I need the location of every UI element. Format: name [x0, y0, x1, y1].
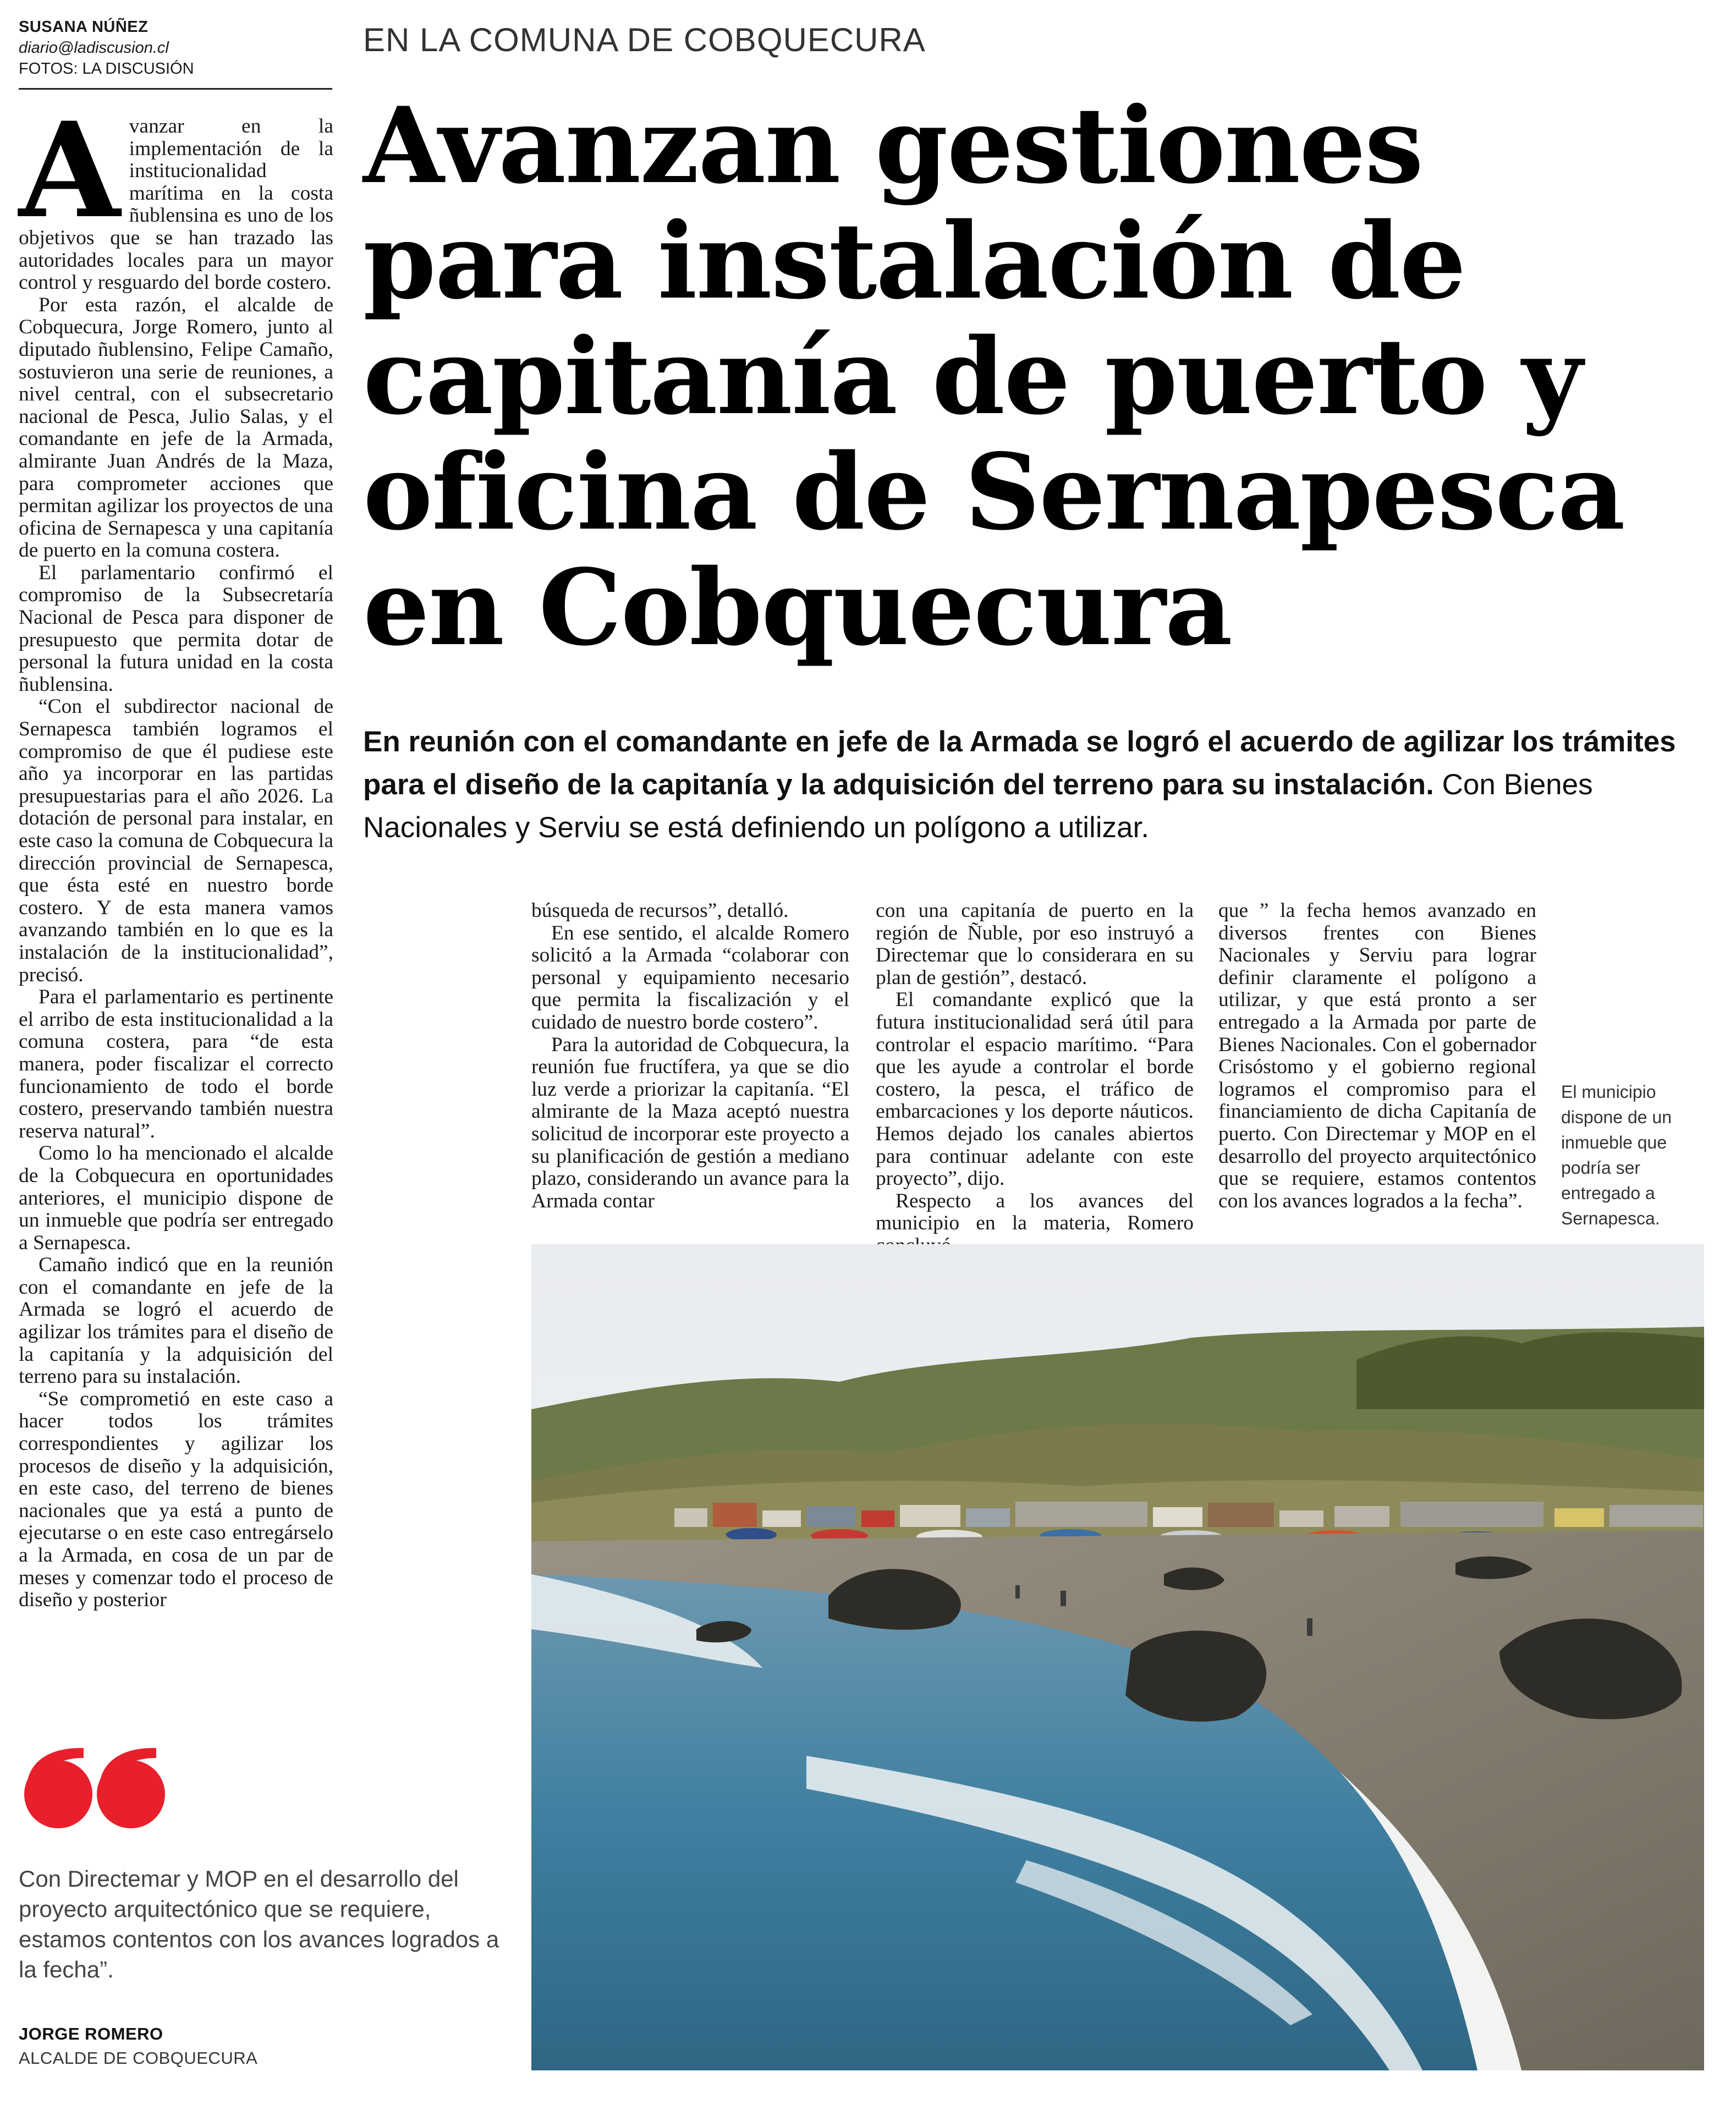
body-paragraph: “Se comprometió en este caso a hacer todos los trámites correspondientes y agilizar los procesos de diseño y la adquisición, en este caso, del terreno de bienes nacionales que ya está a punto de ejecutarse o en este caso entregárselo a la Armada, en cosa de un par de meses y comenzar todo el proceso de diseño y posterior	[19, 1387, 333, 1612]
body-paragraph: con una capitanía de puerto en la región de Ñuble, por eso instruyó a Directemar que lo considerara en su plan de gestión”, destacó.	[876, 899, 1194, 989]
body-column-1	[19, 94, 333, 1612]
body-paragraph: Como lo ha mencionado el alcalde de la Cobquecura en oportunidades anteriores, el municipio dispone de un inmueble que podría ser entregado a Sernapesca.	[19, 1142, 333, 1254]
body-paragraph: Para la autoridad de Cobquecura, la reunión fue fructífera, ya que se dio luz verde a priorizar la capitanía. “El almirante de la Maza aceptó nuestra solicitud de incorporar este proyecto a su planificación de gestión a mediano plazo, considerando un avance para la Armada contar	[531, 1033, 849, 1212]
body-paragraph: que ” la fecha hemos avanzado en diversos frentes con Bienes Nacionales y Serviu para lograr definir claramente el polígono a utilizar, y que está pronto a ser entregado a la Armada por parte de Bienes Nacionales. Con el gobernador Crisóstomo y el gobierno regional logramos el compromiso para el financiamiento de dicha Capitanía de puerto. Con Directemar y MOP en el desarrollo del proyecto arquitectónico que se requiere, estamos contentos con los avances logrados a la fecha”.	[1218, 899, 1536, 1212]
byline-author: SUSANA NÚÑEZ	[19, 18, 149, 36]
pull-quote-text: Con Directemar y MOP en el desarrollo del proyecto arquitectónico que se requiere, estamos contentos con los avances logrados a la fecha”.	[19, 1866, 499, 1982]
byline-email[interactable]: diario@ladiscusion.cl	[19, 39, 169, 57]
body-column-2	[531, 900, 849, 1212]
headline	[363, 84, 1705, 669]
deck-regular: Con Bienes Nacionales y Serviu se está definiendo un polígono a utilizar.	[363, 768, 1593, 844]
section-kicker: EN LA COMUNA DE COBQUECURA	[363, 21, 926, 58]
headline-line: capitanía de puerto y	[363, 315, 1582, 438]
body-column-4	[1218, 900, 1536, 1212]
deck-bold: En reunión con el comandante en jefe de la Armada se logró el acuerdo de agilizar los trámites para el diseño de la capitanía y la adquisición del terreno para su instalación.	[363, 726, 1676, 801]
headline-line: oficina de Sernapesca	[363, 431, 1624, 553]
headline-line: en Cobquecura	[363, 546, 1232, 669]
body-paragraph: El parlamentario confirmó el compromiso de la Subsecretaría Nacional de Pesca para disponer de presupuesto que permita dotar de personal la futura unidad en la costa ñublensina.	[19, 561, 333, 696]
headline-line: para instalación de	[363, 200, 1465, 322]
body-paragraph: búsqueda de recursos”, detalló.	[531, 899, 789, 922]
drop-cap: A	[19, 94, 120, 248]
quote-mark-icon	[19, 1744, 173, 1832]
byline-divider	[19, 88, 332, 90]
beach-photo-illustration	[531, 1244, 1704, 2070]
photo-caption: El municipio dispone de un inmueble que podría ser entregado a Sernapesca.	[1561, 1082, 1672, 1228]
body-paragraph: En ese sentido, el alcalde Romero solicitó a la Armada “colaborar con personal y equipamiento necesario que permita la fiscalización y el cuidado de nuestro borde costero”.	[531, 921, 849, 1034]
byline	[19, 17, 332, 79]
body-paragraph: El comandante explicó que la futura institucionalidad será útil para controlar el espacio marítimo. “Para que les ayude a controlar el borde costero, la pesca, el tráfico de embarcaciones y los deporte náuticos. Hemos dejado los canales abiertos para continuar adelante con este proyecto”, dijo.	[876, 988, 1194, 1190]
headline-line: Avanzan gestiones	[363, 84, 1423, 207]
body-paragraph: Respecto a los avances del municipio en la materia, Romero	[876, 1189, 1194, 1235]
beach-photo	[531, 1244, 1704, 2070]
body-paragraph: Por esta razón, el alcalde de Cobquecura, Jorge Romero, junto al diputado ñublensino, Felipe Camaño, sostuvieron una serie de reuniones, a nivel central, con el subsecretario nacional de Pesca, Julio Salas, y el comandante en jefe de la Armada, almirante Juan Andrés de la Maza, para comprometer acciones que permitan agilizar los proyectos de una oficina de Sernapesca y una capitanía de puerto en la comuna costera.	[19, 293, 333, 562]
body-column-3	[876, 900, 1194, 1257]
body-paragraph: “Con el subdirector nacional de Sernapesca también logramos el compromiso de que él pudiese este año ya incorporar en las partidas presupuestarias para el año 2026. La dotación de personal para instalar, en este caso la comuna de Cobquecura la dirección provincial de Sernapesca, que ésta esté en nuestro borde costero. Y de esta manera vamos avanzando también en lo que es la instalación de la institucionalidad”, precisó.	[19, 695, 333, 986]
body-paragraph: Para el parlamentario es pertinente el arribo de esta institucionalidad a la comuna costera, para “de esta manera, poder fiscalizar el correcto funcionamiento de todo el borde costero, preservando también nuestra reserva natural”.	[19, 986, 333, 1142]
deck	[363, 721, 1700, 849]
photo-credit: FOTOS: LA DISCUSIÓN	[19, 60, 194, 78]
pull-quote-role: ALCALDE DE COBQUECURA	[19, 2048, 258, 2068]
body-paragraph: Avanzar en la implementación de la institucionalidad marítima en la costa ñublensina es uno de los objetivos que se han trazado las autoridades locales para un mayor control y resguardo del borde costero.	[19, 94, 333, 294]
pull-quote-author: JORGE ROMERO	[19, 2024, 163, 2043]
body-paragraph: Camaño indicó que en la reunión con el comandante en jefe de la Armada se logró el acuerdo de agilizar los trámites para el diseño de la capitanía y la adquisición del terreno para su instalación.	[19, 1254, 333, 1388]
